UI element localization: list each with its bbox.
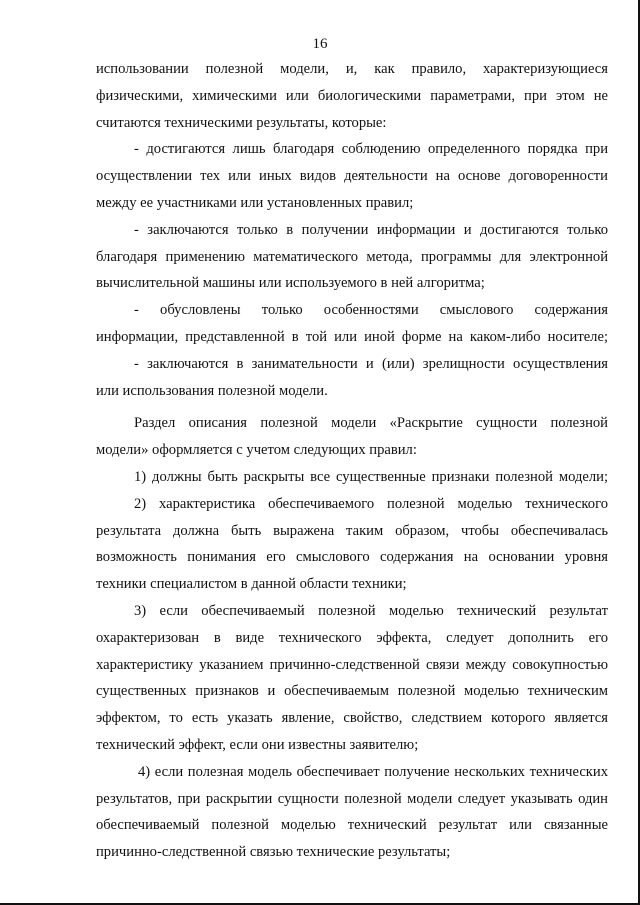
- text-line: вычислительной машины или используемого в ней алгоритма;: [96, 275, 485, 292]
- page-number: 16: [312, 36, 328, 52]
- text-line: благодаря применению математического метода, программы для электронной: [96, 248, 608, 265]
- text-line: или использования полезной модели.: [96, 382, 328, 399]
- text-line: - достигаются лишь благодаря соблюдению определенного порядка при: [134, 141, 608, 158]
- text-line: 1) должны быть раскрыты все существенные признаки полезной модели;: [134, 468, 608, 485]
- text-line: Раздел описания полезной модели «Раскрытие сущности полезной: [134, 415, 608, 432]
- text-line: существенных признаков и обеспечиваемым полезной моделью техническим: [96, 683, 608, 700]
- text-line: охарактеризован в виде технического эффекта, следует дополнить его: [96, 629, 608, 646]
- text-line: техники специалистом в данной области техники;: [96, 576, 407, 593]
- text-line: причинно-следственной связью технические результаты;: [96, 844, 451, 861]
- text-line: возможность понимания его смыслового содержания на основании уровня: [96, 549, 608, 566]
- text-line: характеристику указанием причинно-следственной связи между совокупностью: [96, 656, 608, 673]
- text-line: обеспечиваемый полезной моделью технический результат или связанные: [96, 817, 608, 834]
- text-line: технический эффект, если они известны заявителю;: [96, 736, 419, 753]
- body-text: [96, 56, 608, 866]
- text-line: 3) если обеспечиваемый полезной моделью технический результат: [134, 602, 608, 619]
- text-line: результатов, при раскрытии сущности полезной модели следует указывать один: [96, 790, 608, 807]
- text-line: физическими, химическими или биологическими параметрами, при этом не: [96, 87, 608, 104]
- text-line: информации, представленной в той или иной форме на каком-либо носителе;: [96, 328, 608, 345]
- text-line: 2) характеристика обеспечиваемого полезной моделью технического: [134, 495, 608, 512]
- text-line: осуществлении тех или иных видов деятельности на основе договоренности: [96, 168, 608, 185]
- text-line: модели» оформляется с учетом следующих правил:: [96, 442, 417, 459]
- text-line: использовании полезной модели, и, как правило, характеризующиеся: [96, 61, 608, 77]
- text-line: эффектом, то есть указать явление, свойство, следствием которого является: [96, 710, 608, 727]
- text-line: результата должна быть выражена таким образом, чтобы обеспечивалась: [96, 522, 608, 539]
- text-line: - заключаются только в получении информации и достигаются только: [134, 221, 608, 238]
- text-line: - заключаются в занимательности и (или) зрелищности осуществления: [134, 355, 608, 372]
- text-line: между ее участниками или установленных правил;: [96, 194, 414, 211]
- text-line: считаются техническими результаты, которые:: [96, 114, 387, 131]
- text-line: 4) если полезная модель обеспечивает получение нескольких технических: [138, 763, 608, 780]
- text-line: - обусловлены только особенностями смыслового содержания: [134, 302, 608, 319]
